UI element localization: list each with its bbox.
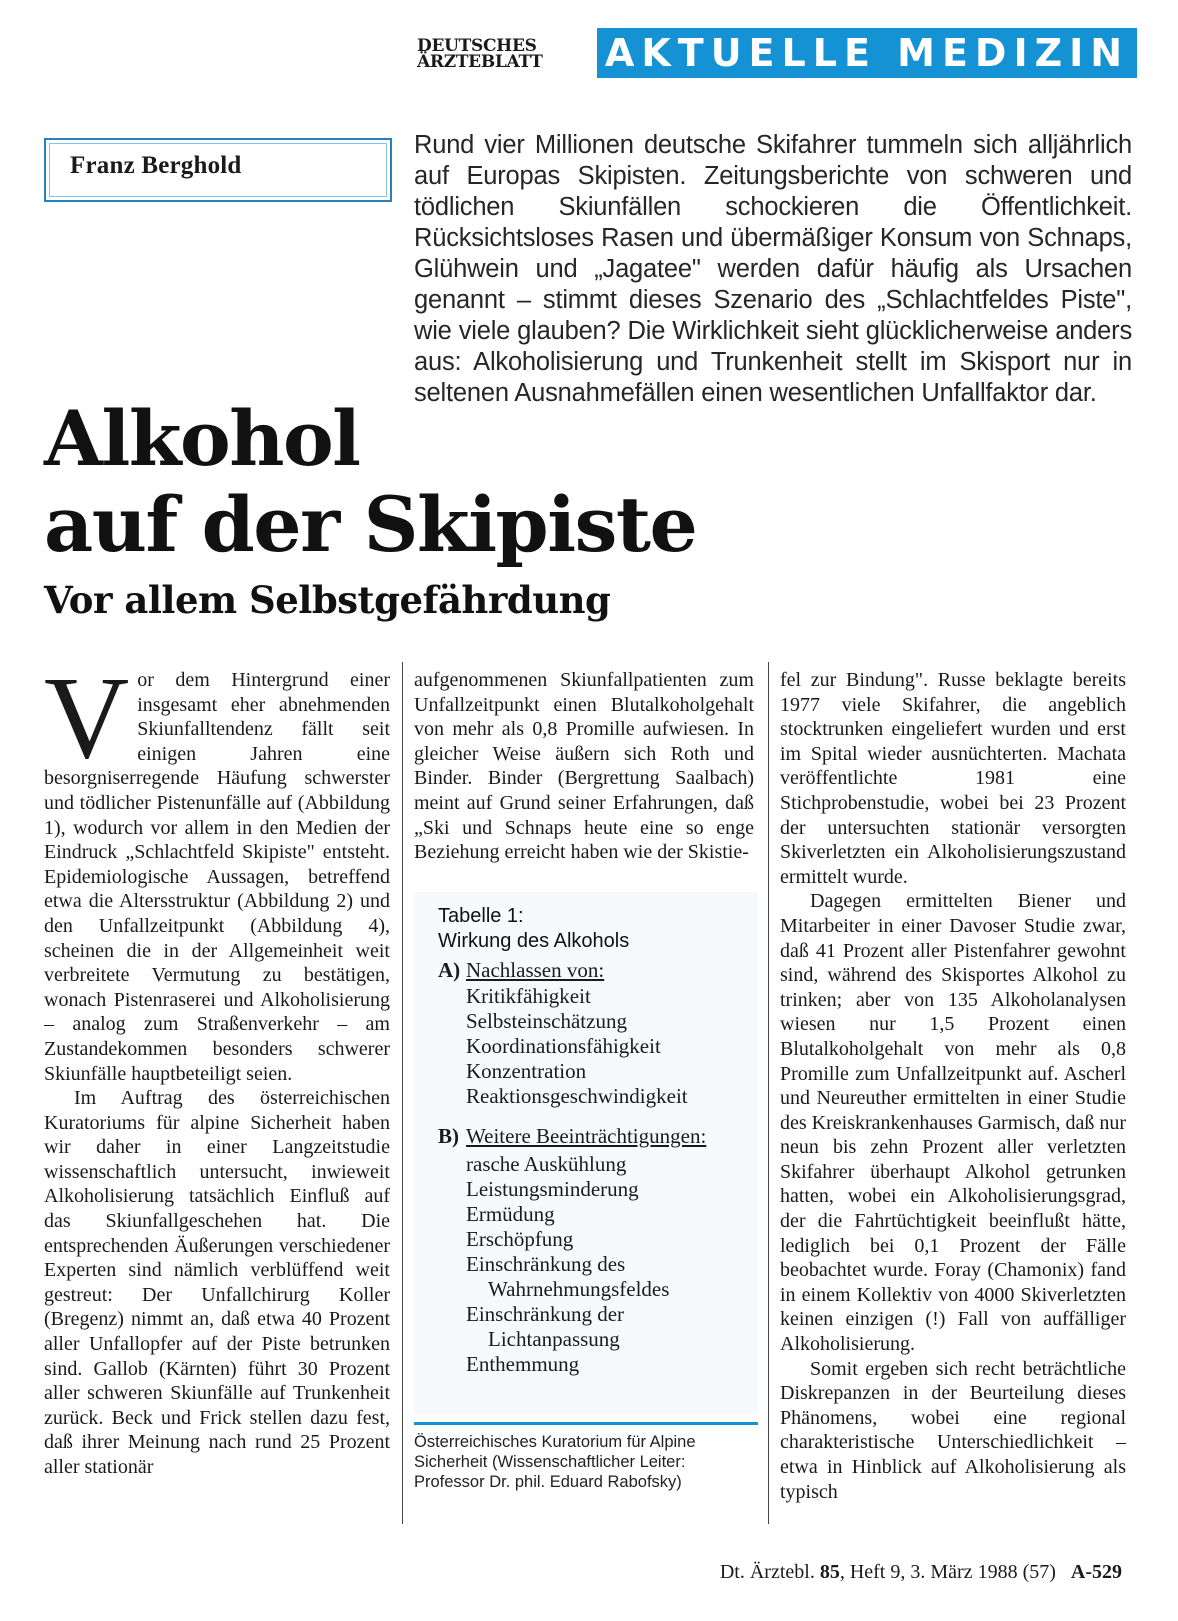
section-letter: A) bbox=[438, 958, 461, 982]
paragraph: aufgenommenen Skiunfallpatienten zum Unfallzeitpunkt einen Blutalkoholgehalt von mehr als 0,8 Promille aufwiesen. In gleicher Weise äußern sich Roth und Binder. Binder (Bergrettung Saalbach) meint auf Grund seiner Erfahrungen, daß „Ski und Schnaps heute eine so enge Beziehung erreicht haben wie der Skistie- bbox=[414, 669, 754, 864]
list-item: Lichtanpassung bbox=[488, 1327, 620, 1351]
table-title-line2: Wirkung des Alkohols bbox=[438, 930, 630, 952]
paragraph: Dagegen ermittelten Biener und Mitarbeiter in einer Davoser Studie zwar, daß 41 Prozent aller Pistenfahrer gewohnt sind, während des Skisportes Alkohol zu trinken; aber von 135 Alkoholanalysen wiesen nur 1,5 Prozent einen Blutalkoholgehalt von mehr als 0,8 Promille zum Unfallzeitpunkt auf. Ascherl und Neureuther ermittelten in einer Studie des Kreiskrankenhauses Garmisch, daß nur neun bis zehn Prozent aller verletzten Skifahrer überhaupt Alkohol getrunken hatten, wobei ein Alkoholisierungsgrad, der die Fahrtüchtigkeit beeinflußt hätte, lediglich bei 0,1 Prozent der Fälle beobachtet wurde. Foray (Chamonix) fand in einem Kollektiv von 4000 Skiverletzten keinen einzigen (!) Fall von auffälliger Alkoholisierung. bbox=[780, 890, 1127, 1356]
list-item: Ermüdung bbox=[466, 1202, 555, 1226]
body-column-3 bbox=[780, 668, 1126, 1504]
headline bbox=[44, 396, 804, 568]
list-item: Leistungsminderung bbox=[466, 1177, 639, 1201]
journal-name: Dt. Ärztebl. bbox=[719, 1561, 815, 1583]
masthead-logo bbox=[417, 38, 579, 70]
list-item: Kritikfähigkeit bbox=[466, 984, 591, 1008]
masthead-line2: ÄRZTEBLATT bbox=[417, 52, 543, 72]
table-section-b bbox=[438, 1124, 706, 1149]
list-item: rasche Auskühlung bbox=[466, 1152, 627, 1176]
body-column-1 bbox=[44, 652, 390, 1480]
list-item: Konzentration bbox=[466, 1059, 587, 1083]
table-title-line1: Tabelle 1: bbox=[438, 905, 524, 927]
intro-paragraph: Rund vier Millionen deutsche Skifahrer tummeln sich alljährlich auf Europas Skipisten. Zeitungsberichte von schweren und tödlichen Skiunfällen schockieren die Öffentlichkeit. Rücksichtsloses Rasen und übermäßiger Konsum von Schnaps, Glühwein und „Jagatee" werden dafür häufig als Ursachen genannt – stimmt dieses Szenario des „Schlachtfeldes Piste", wie viele glauben? Die Wirklichkeit sieht glücklicherweise anders aus: Alkoholisierung und Trunkenheit stellt im Skisport nur in seltenen Ausnahmefällen einen wesentlichen Unfallfaktor dar. bbox=[414, 131, 1132, 407]
list-item: Wahrnehmungsfeldes bbox=[488, 1277, 670, 1301]
section-banner: AKTUELLE MEDIZIN bbox=[597, 28, 1137, 78]
subheadline: Vor allem Selbstgefährdung bbox=[44, 578, 611, 622]
drop-cap: V bbox=[44, 652, 130, 783]
section-letter: B) bbox=[438, 1124, 459, 1148]
table-section-a-list bbox=[466, 984, 756, 1109]
page-footer bbox=[720, 1561, 1122, 1584]
body-column-2 bbox=[414, 668, 754, 865]
issue-date: , Heft 9, 3. März 1988 (57) bbox=[839, 1561, 1056, 1583]
footnote: Österreichisches Kuratorium für Alpine Sicherheit (Wissenschaftlicher Leiter: Professor Dr. phil. Eduard Rabofsky) bbox=[414, 1433, 696, 1491]
list-item: Einschränkung der bbox=[466, 1302, 625, 1326]
list-item: Einschränkung des bbox=[466, 1252, 626, 1276]
author-name: Franz Berghold bbox=[70, 152, 242, 179]
paragraph-text: or dem Hintergrund einer insgesamt eher abnehmenden Skiunfalltendenz fällt seit einigen Jahren eine besorgniserregende Häufung schwerster und tödlicher Pistenunfälle auf (Abbildung 1), wodurch vor allem in den Medien der Eindruck „Schlachtfeld Skipiste" entsteht. Epidemiologische Aussagen, betreffend etwa die Altersstruktur (Abbildung 2) und den Unfallzeitpunkt (Abbildung 4), scheinen die in der Allgemeinheit weit verbreitete Vermutung zu bestätigen, wonach Pistenraserei und Alkoholisierung – analog zum Straßenverkehr – am Zustandekommen besonders schwerer Skiunfälle hauptbeteiligt seien. bbox=[44, 669, 390, 1085]
paragraph bbox=[44, 652, 390, 1086]
list-item: Koordinationsfähigkeit bbox=[466, 1034, 661, 1058]
table-1 bbox=[414, 892, 758, 1414]
section-heading: Weitere Beeinträchtigungen: bbox=[466, 1124, 707, 1148]
list-item: Erschöpfung bbox=[466, 1227, 574, 1251]
list-item: Reaktionsgeschwindigkeit bbox=[466, 1084, 688, 1108]
volume-number: 85 bbox=[819, 1561, 840, 1583]
table-title bbox=[438, 904, 629, 954]
headline-line2: auf der Skipiste bbox=[44, 480, 697, 569]
author-box bbox=[44, 138, 392, 202]
masthead-line1: DEUTSCHES bbox=[417, 36, 537, 56]
footnote-rule bbox=[414, 1422, 758, 1425]
paragraph: Im Auftrag des österreichischen Kuratoriums für alpine Sicherheit haben wir daher in einer Langzeitstudie wissenschaftlich untersucht, inwieweit Alkoholisierung tatsächlich Einfluß auf das Skiunfallgeschehen hat. Die entsprechenden Äußerungen verschiedener Experten sind nämlich verblüffend weit gestreut: Der Unfallchirurg Koller (Bregenz) nimmt an, daß etwa 40 Prozent aller Unfallopfer auf der Piste betrunken sind. Gallob (Kärnten) führt 30 Prozent aller schweren Skiunfälle auf Trunkenheit zurück. Beck und Frick stellen dazu fest, daß ihrer Meinung nach rund 25 Prozent aller stationär bbox=[44, 1087, 390, 1478]
section-heading: Nachlassen von: bbox=[466, 958, 605, 982]
paragraph: Somit ergeben sich recht beträchtliche Diskrepanzen in der Beurteilung dieses Phänomens, wobei eine regional charakteristische Unterschiedlichkeit – etwa in Hinblick auf Alkoholisierung als typisch bbox=[780, 1357, 1126, 1503]
paragraph: fel zur Bindung". Russe beklagte bereits 1977 viele Skifahrer, die angeblich stocktrunken eingeliefert wurden und erst im Spital wieder ausnüchterten. Machata veröffentlichte 1981 eine Stichprobenstudie, wobei bei 23 Prozent der untersuchten stationär versorgten Skiverletzten ein Alkoholisierungszustand ermittelt wurde. bbox=[780, 669, 1126, 888]
column-divider-2 bbox=[768, 662, 769, 1524]
list-item: Enthemmung bbox=[466, 1352, 580, 1376]
page-number: A-529 bbox=[1070, 1561, 1122, 1583]
headline-line1: Alkohol bbox=[44, 394, 360, 483]
column-divider-1 bbox=[402, 662, 403, 1524]
table-section-a bbox=[438, 958, 604, 983]
table-section-b-list bbox=[466, 1152, 756, 1377]
list-item: Selbsteinschätzung bbox=[466, 1009, 627, 1033]
